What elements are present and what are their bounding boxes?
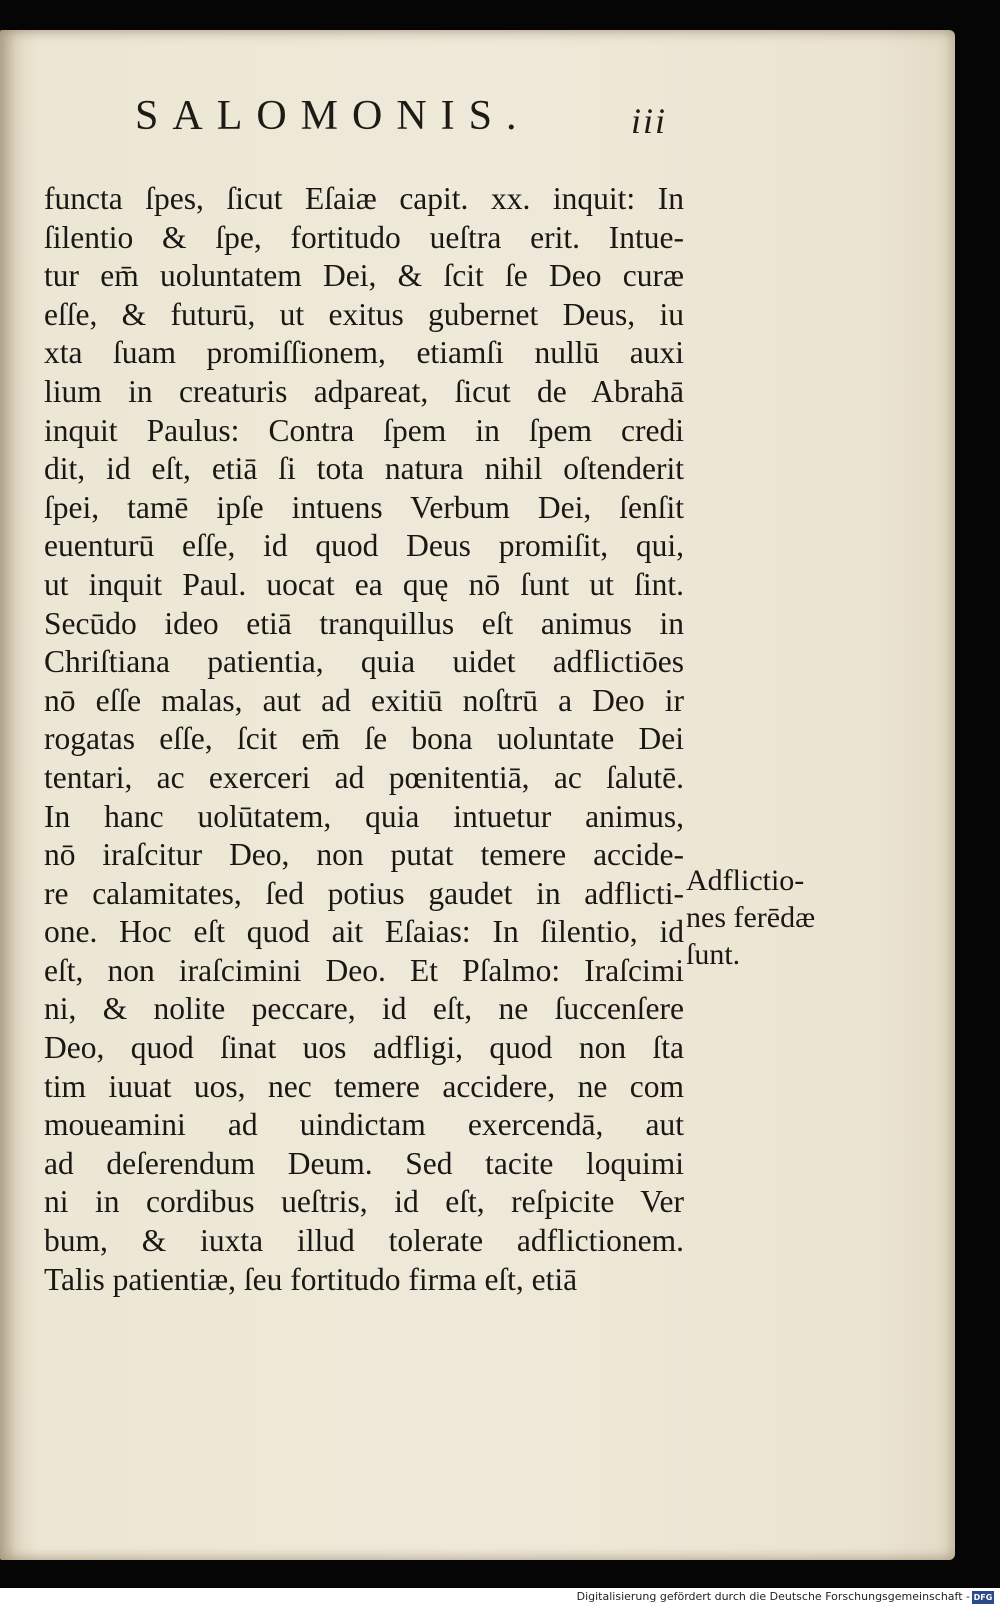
text-line: euenturū eſſe, id quod Deus promiſit, qui, [44, 528, 684, 564]
text-line: moueamini ad uindictam exercendā, aut [44, 1107, 684, 1143]
marginal-note [686, 862, 851, 973]
text-line: re calamitates, ſed potius gaudet in adflicti- [44, 875, 684, 911]
text-line: tentari, ac exerceri ad pœnitentiā, ac ſalutē. [44, 759, 684, 795]
funding-credit: Digitalisierung gefördert durch die Deutsche Forschungsgemeinschaft - [576, 1590, 970, 1603]
text-line: one. Hoc eſt quod ait Eſaias: In ſilentio, id [44, 914, 684, 950]
text-line: xta ſuam promiſſionem, etiamſi nullū auxi [44, 335, 684, 371]
text-line: ni, & nolite peccare, id eſt, ne ſuccenſere [44, 991, 684, 1027]
text-line: tim iuuat uos, nec temere accidere, ne com [44, 1068, 684, 1104]
digitization-footer [0, 1588, 1000, 1608]
text-line: ut inquit Paul. uocat ea quę nō ſunt ut ſint. [44, 566, 684, 602]
main-text-block [44, 180, 684, 1299]
text-line: nō iraſcitur Deo, non putat temere accide- [44, 837, 684, 873]
book-page [0, 30, 955, 1560]
marginal-note-line: Adflictio- [686, 864, 805, 897]
text-line: ſpei, tamē ipſe intuens Verbum Dei, ſenſit [44, 489, 684, 525]
text-line: ni in cordibus ueſtris, id eſt, reſpicite Ver [44, 1184, 684, 1220]
text-line: eſſe, & futurū, ut exitus gubernet Deus, iu [44, 296, 684, 332]
marginal-note-line: ſunt. [686, 938, 741, 971]
text-line: tur em̄ uoluntatem Dei, & ſcit ſe Deo curæ [44, 258, 684, 294]
text-line: nō eſſe malas, aut ad exitiū noſtrū a Deo ir [44, 682, 684, 718]
text-line: Talis patientiæ, ſeu fortitudo firma eſt, etiā [44, 1261, 578, 1297]
text-line: Deo, quod ſinat uos adfligi, quod non ſta [44, 1030, 684, 1066]
text-line: ſilentio & ſpe, fortitudo ueſtra erit. Intue- [44, 219, 684, 255]
text-line: rogatas eſſe, ſcit em̄ ſe bona uoluntate Dei [44, 721, 684, 757]
text-line: inquit Paulus: Contra ſpem in ſpem credi [44, 412, 684, 448]
text-line: dit, id eſt, etiā ſi tota natura nihil oſtenderit [44, 451, 684, 487]
text-line: ad deſerendum Deum. Sed tacite loquimi [44, 1145, 684, 1181]
page-header [135, 92, 695, 152]
text-line: functa ſpes, ſicut Eſaiæ capit. xx. inquit: In [44, 181, 684, 216]
folio-number: iii [631, 101, 668, 141]
text-line: In hanc uolūtatem, quia intuetur animus, [44, 798, 684, 834]
text-line: Chriſtiana patientia, quia uidet adflictiōes [44, 644, 684, 680]
dfg-logo: DFG [973, 1593, 993, 1602]
text-line: Secūdo ideo etiā tranquillus eſt animus in [44, 605, 684, 641]
text-line: bum, & iuxta illud tolerate adflictionem. [44, 1223, 684, 1259]
text-line: eſt, non iraſcimini Deo. Et Pſalmo: Iraſcimi [44, 952, 684, 988]
running-head: SALOMONIS. [135, 93, 531, 139]
text-line: lium in creaturis adpareat, ſicut de Abrahā [44, 373, 684, 409]
marginal-note-line: nes ferēdæ [686, 901, 816, 934]
